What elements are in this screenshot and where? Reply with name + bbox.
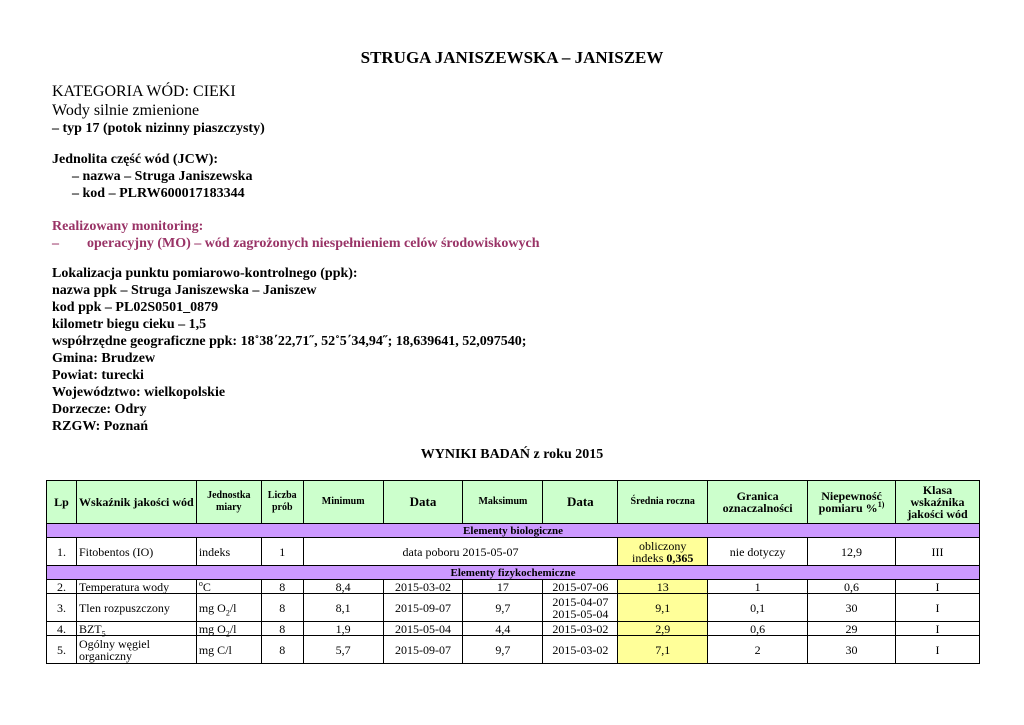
section-label: Elementy biologiczne [47,524,980,538]
results-table [46,480,980,664]
water-status: Wody silnie zmienione [52,102,200,119]
header-sample-count: Liczba prób [261,481,303,524]
cell-lp: 5. [47,636,77,664]
cell-annual-mean: 13 [618,580,708,594]
cell-detection-limit: 2 [708,636,808,664]
mean-line-2: indeks 0,365 [632,550,694,565]
cell-uncertainty: 29 [808,622,896,636]
river-kilometer: kilometr biegu cieku – 1,5 [52,317,207,332]
cell-maximum: 9,7 [463,594,543,622]
indicator-line-1: Ogólny węgiel [78,636,150,651]
cell-uncertainty: 0,6 [808,580,896,594]
footnote-marker: 1) [877,500,885,509]
jcw-heading: Jednolita część wód (JCW): [52,152,219,167]
cell-lp: 3. [47,594,77,622]
cell-indicator: $BZT_5$ [76,622,196,636]
header-date-min: Data [383,481,463,524]
date-max-line-2: 2015-05-04 [552,606,609,621]
table-row [47,538,980,566]
monitoring-item: operacyjny (MO) – wód zagrożonych niespełnieniem celów środowiskowych [87,236,540,251]
cell-date-max: 2015-03-02 [543,636,618,664]
cell-indicator [76,636,196,664]
cell-date-min: 2015-03-02 [383,580,463,594]
header-lp: Lp [47,481,77,524]
cell-annual-mean [618,538,708,566]
rzgw: RZGW: Poznań [52,419,149,434]
cell-unit: mg $O_2/l$ [196,594,261,622]
cell-lp: 2. [47,580,77,594]
cell-sample-count: 8 [261,580,303,594]
cell-date-max [543,594,618,622]
header-detection-limit: Granica oznaczalności [708,481,808,524]
table-row [47,622,980,636]
cell-quality-class: I [895,580,979,594]
jcw-code: – kod – PLRW600017183344 [72,186,245,201]
water-category: KATEGORIA WÓD: CIEKI [52,83,236,100]
section-row-biological [47,524,980,538]
jcw-name: – nazwa – Struga Janiszewska [72,169,253,184]
cell-sample-count: 8 [261,622,303,636]
cell-indicator: Fitobentos (IO) [76,538,196,566]
commune: Gmina: Brudzew [52,351,156,366]
cell-date-min: 2015-05-04 [383,622,463,636]
date-max-line-1: 2015-04-07 [552,594,609,609]
cell-date-min: 2015-09-07 [383,636,463,664]
cell-unit: mg C/l [196,636,261,664]
cell-annual-mean: 2,9 [618,622,708,636]
mean-line-1: obliczony [639,538,687,553]
cell-quality-class: I [895,622,979,636]
cell-unit: $^o$C [196,580,261,594]
results-heading: WYNIKI BADAŃ z roku 2015 [420,447,604,462]
ppk-code: kod ppk – PL02S0501_0879 [52,300,219,315]
monitoring-heading: Realizowany monitoring: [52,219,204,234]
location-heading: Lokalizacja punktu pomiarowo-kontrolnego (ppk): [52,266,358,281]
cell-annual-mean: 9,1 [618,594,708,622]
cell-uncertainty: 30 [808,636,896,664]
header-date-max: Data [543,481,618,524]
ppk-name: nazwa ppk – Struga Janiszewska – Janiszew [52,283,317,298]
header-unit: Jednostka miary [196,481,261,524]
cell-maximum: 4,4 [463,622,543,636]
cell-detection-limit: 1 [708,580,808,594]
cell-maximum: 17 [463,580,543,594]
table-row [47,636,980,664]
cell-sample-count: 8 [261,636,303,664]
header-indicator: Wskaźnik jakości wód [76,481,196,524]
cell-annual-mean: 7,1 [618,636,708,664]
cell-quality-class: III [895,538,979,566]
cell-detection-limit: 0,6 [708,622,808,636]
cell-minimum: 8,4 [303,580,383,594]
page-title: STRUGA JANISZEWSKA – JANISZEW [360,48,664,67]
district: Powiat: turecki [52,368,144,383]
cell-lp: 4. [47,622,77,636]
table-header-row [47,481,980,524]
cell-maximum: 9,7 [463,636,543,664]
coordinates: współrzędne geograficzne ppk: 18˚38΄22,71˝, 52˚5΄34,94˝; 18,639641, 52,097540; [52,334,527,349]
cell-detection-limit: 0,1 [708,594,808,622]
cell-date-max: 2015-07-06 [543,580,618,594]
cell-minimum: 5,7 [303,636,383,664]
section-row-physicochemical [47,566,980,580]
table-row [47,594,980,622]
monitoring-dash: – [52,236,59,251]
section-label: Elementy fizykochemiczne [47,566,980,580]
cell-minimum: 1,9 [303,622,383,636]
cell-indicator: Tlen rozpuszczony [76,594,196,622]
header-uncertainty: Niepewność pomiaru %$^{1)}$ [808,481,896,524]
cell-quality-class: I [895,594,979,622]
cell-date-min: 2015-09-07 [383,594,463,622]
header-maximum: Maksimum [463,481,543,524]
cell-detection-limit: nie dotyczy [708,538,808,566]
indicator-line-2: organiczny [78,648,133,663]
cell-indicator: Temperatura wody [76,580,196,594]
cell-date-max: 2015-03-02 [543,622,618,636]
river-basin: Dorzecze: Odry [52,402,147,417]
cell-uncertainty: 30 [808,594,896,622]
water-type: – typ 17 (potok nizinny piaszczysty) [52,121,265,136]
cell-unit: indeks [196,538,261,566]
header-quality-class: Klasa wskaźnika jakości wód [895,481,979,524]
cell-quality-class: I [895,636,979,664]
cell-sampling-date: data poboru 2015-05-07 [303,538,618,566]
table-row [47,580,980,594]
cell-lp: 1. [47,538,77,566]
cell-minimum: 8,1 [303,594,383,622]
cell-unit: mg $O_2/l$ [196,622,261,636]
cell-sample-count: 1 [261,538,303,566]
cell-uncertainty: 12,9 [808,538,896,566]
cell-sample-count: 8 [261,594,303,622]
header-minimum: Minimum [303,481,383,524]
voivodeship: Województwo: wielkopolskie [52,385,226,400]
header-annual-mean: Średnia roczna [618,481,708,524]
